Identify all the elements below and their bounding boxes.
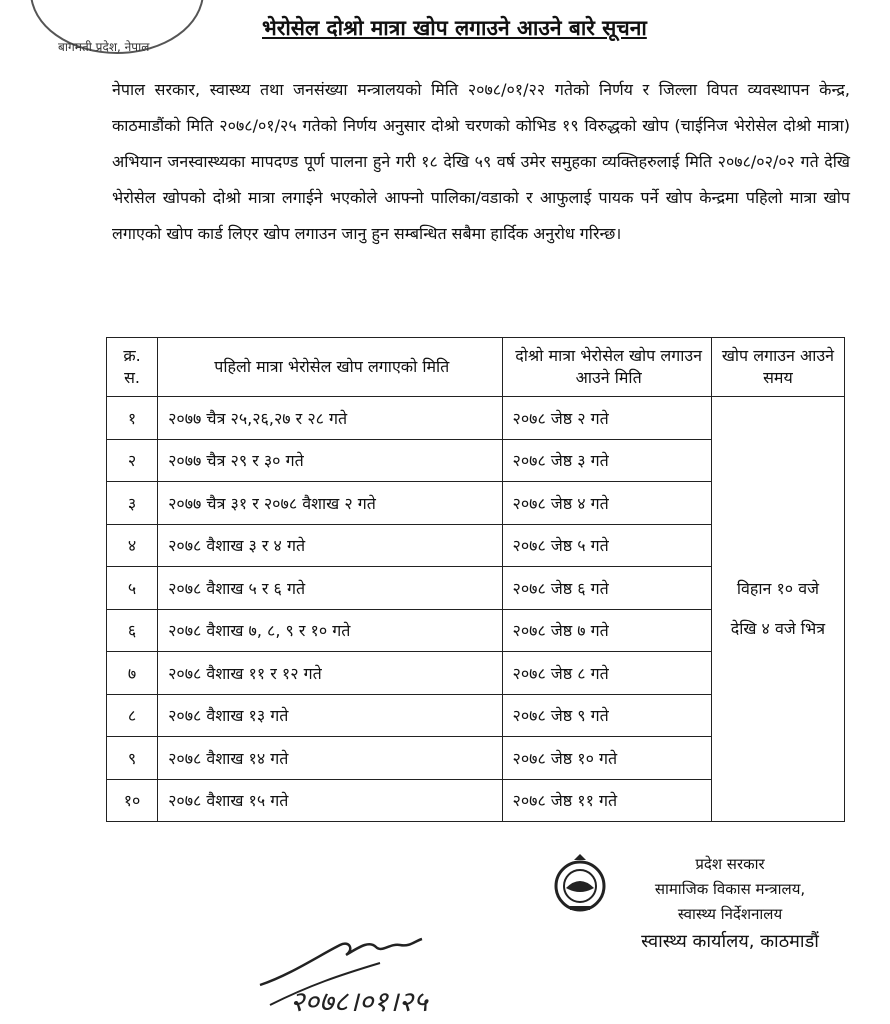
row-second-dose: २०७८ जेष्ठ ४ गते (502, 482, 711, 525)
row-second-dose: २०७८ जेष्ठ ५ गते (502, 524, 711, 567)
row-second-dose: २०७८ जेष्ठ ३ गते (502, 439, 711, 482)
row-first-dose: २०७८ वैशाख ७, ८, ९ र १० गते (158, 609, 502, 652)
row-first-dose: २०७८ वैशाख १४ गते (158, 737, 502, 780)
row-first-dose: २०७७ चैत्र २५,२६,२७ र २८ गते (158, 397, 502, 440)
row-first-dose: २०७८ वैशाख १५ गते (158, 779, 502, 822)
office-line-4: स्वास्थ्य कार्यालय, काठमाडौं (641, 931, 819, 952)
row-sn: ६ (107, 609, 158, 652)
vaccination-time-cell (711, 397, 844, 822)
header-time: खोप लगाउन आउने समय (711, 338, 844, 397)
row-sn: ४ (107, 524, 158, 567)
row-first-dose: २०७८ वैशाख १३ गते (158, 694, 502, 737)
row-first-dose: २०७८ वैशाख ५ र ६ गते (158, 567, 502, 610)
row-second-dose: २०७८ जेष्ठ ६ गते (502, 567, 711, 610)
row-sn: १० (107, 779, 158, 822)
row-second-dose: २०७८ जेष्ठ ७ गते (502, 609, 711, 652)
row-sn: ५ (107, 567, 158, 610)
time-line-1: विहान १० वजे (736, 579, 819, 598)
row-sn: ८ (107, 694, 158, 737)
row-second-dose: २०७८ जेष्ठ ११ गते (502, 779, 711, 822)
office-line-1: प्रदेश सरकार (695, 855, 765, 873)
header-second-dose: दोश्रो मात्रा भेरोसेल खोप लगाउन आउने मिति (502, 338, 711, 397)
row-second-dose: २०७८ जेष्ठ ८ गते (502, 652, 711, 695)
header-sn: क्र. स. (107, 338, 158, 397)
signature-date: २०७८।०१।२५ (290, 985, 428, 1018)
header-first-dose: पहिलो मात्रा भेरोसेल खोप लगाएको मिति (158, 338, 502, 397)
row-sn: १ (107, 397, 158, 440)
office-line-2: सामाजिक विकास मन्त्रालय, (654, 880, 806, 898)
table-row (107, 397, 845, 440)
row-first-dose: २०७८ वैशाख ११ र १२ गते (158, 652, 502, 695)
time-line-2: देखि ४ वजे भित्र (730, 619, 826, 638)
row-first-dose: २०७८ वैशाख ३ र ४ गते (158, 524, 502, 567)
row-second-dose: २०७८ जेष्ठ १० गते (502, 737, 711, 780)
row-sn: ३ (107, 482, 158, 525)
row-first-dose: २०७७ चैत्र २९ र ३० गते (158, 439, 502, 482)
row-second-dose: २०७८ जेष्ठ ९ गते (502, 694, 711, 737)
row-first-dose: २०७७ चैत्र ३१ र २०७८ वैशाख २ गते (158, 482, 502, 525)
vaccination-schedule-table (106, 337, 845, 822)
row-sn: ९ (107, 737, 158, 780)
row-sn: ७ (107, 652, 158, 695)
nepal-emblem-icon (548, 852, 612, 916)
row-second-dose: २०७८ जेष्ठ २ गते (502, 397, 711, 440)
office-line-3: स्वास्थ्य निर्देशनालय (677, 905, 783, 923)
table-header-row (107, 338, 845, 397)
notice-body: नेपाल सरकार, स्वास्थ्य तथा जनसंख्या मन्त्रालयको मिति २०७८/०१/२२ गतेको निर्णय र जिल्ला विपत व्यवस्थापन केन्द्र, काठमाडौंको मिति २०७८/०१/२५ गतेको निर्णय अनुसार दोश्रो चरणको कोभिड १९ विरुद्धको खोप (चाईनिज भेरोसेल दोश्रो मात्रा) अभियान जनस्वास्थ्यका मापदण्ड पूर्ण पालना हुने गरी १८ देखि ५९ वर्ष उमेर समुहका व्यक्तिहरुलाई मिति २०७८/०२/०२ गते देखि भेरोसेल खोपको दोश्रो मात्रा लगाईने भएकोले आफ्नो पालिका/वडाको र आफुलाई पायक पर्ने खोप केन्द्रमा पहिलो मात्रा खोप लगाएको खोप कार्ड लिएर खोप लगाउन जानु हुन सम्बन्धित सबैमा हार्दिक अनुरोध गरिन्छ। (112, 80, 850, 243)
row-sn: २ (107, 439, 158, 482)
notice-title: भेरोसेल दोश्रो मात्रा खोप लगाउने आउने बारे सूचना (262, 16, 647, 40)
stamp-text: बागमती प्रदेश, नेपाल (58, 40, 150, 54)
issuing-office (610, 852, 850, 957)
